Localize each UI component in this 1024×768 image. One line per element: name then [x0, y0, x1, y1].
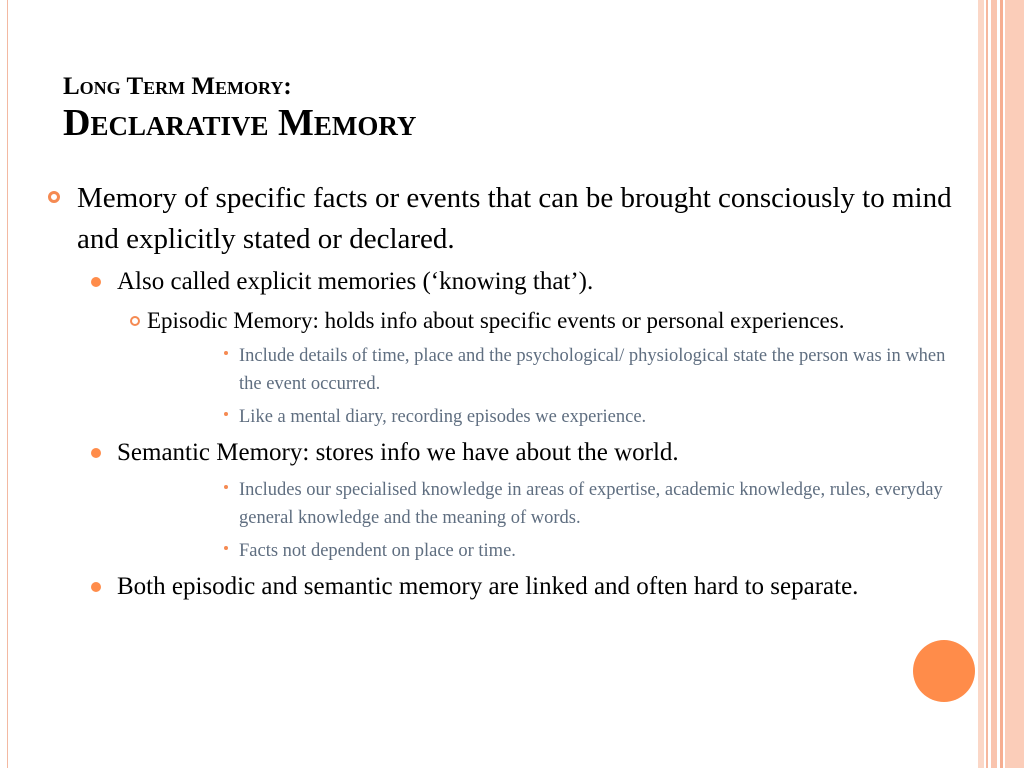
dot-bullet-icon	[224, 351, 228, 355]
bullet-text: Include details of time, place and the psychological/ physiological state the person was in when the event occurred.	[239, 346, 946, 394]
bullet-item-level-3	[0, 305, 960, 336]
title-line-1: Long Term Memory:	[63, 73, 292, 100]
ring-bullet-icon	[48, 191, 60, 203]
dot-bullet-icon	[91, 277, 101, 287]
bullet-text: Semantic Memory: stores info we have about the world.	[117, 439, 679, 466]
dot-bullet-icon	[224, 546, 228, 550]
bullet-text: Also called explicit memories (‘knowing that’).	[117, 268, 594, 295]
ring-bullet-icon	[130, 316, 140, 326]
bullet-text: Episodic Memory: holds info about specific events or personal experiences.	[147, 308, 845, 333]
decorative-circle	[913, 640, 975, 702]
bullet-text: Like a mental diary, recording episodes we experience.	[239, 407, 647, 427]
bullet-item-level-4	[0, 537, 960, 565]
bullet-item-level-4	[0, 476, 960, 532]
decorative-stripe	[986, 0, 988, 768]
bullet-item-level-4	[0, 342, 960, 398]
decorative-stripe	[978, 0, 984, 768]
bullet-item-level-4	[0, 403, 960, 431]
bullet-item-level-2	[0, 436, 960, 470]
bullet-item-level-2	[0, 570, 960, 604]
title-line-2: Declarative Memory	[63, 102, 417, 144]
decorative-stripe	[1005, 0, 1024, 768]
dot-bullet-icon	[224, 412, 228, 416]
bullet-item-level-1	[0, 178, 960, 260]
decorative-stripe	[991, 0, 997, 768]
bullet-text: Both episodic and semantic memory are linked and often hard to separate.	[117, 573, 859, 600]
bullet-text: Memory of specific facts or events that can be brought consciously to mind and explicitly stated or declared.	[77, 182, 952, 255]
bullet-text: Includes our specialised knowledge in areas of expertise, academic knowledge, rules, everyday general knowledge and the meaning of words.	[239, 480, 943, 528]
decorative-stripe	[1000, 0, 1003, 768]
bullet-list	[0, 178, 960, 610]
bullet-text: Facts not dependent on place or time.	[239, 541, 516, 561]
dot-bullet-icon	[224, 485, 228, 489]
bullet-item-level-2	[0, 265, 960, 299]
dot-bullet-icon	[91, 582, 101, 592]
slide-title	[63, 72, 923, 144]
dot-bullet-icon	[91, 448, 101, 458]
